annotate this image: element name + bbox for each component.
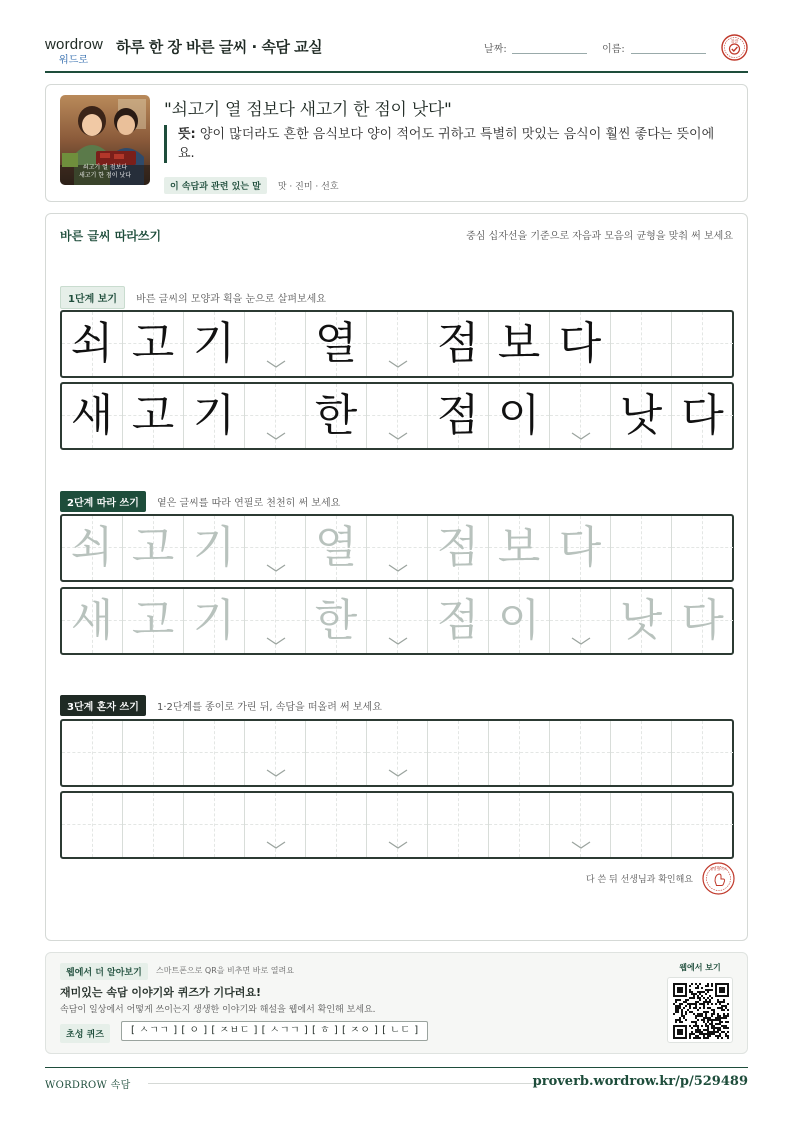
grid-cell[interactable] — [367, 589, 428, 653]
word-space-icon — [386, 767, 410, 779]
web-hint: 스마트폰으로 QR을 비추면 바로 열려요 — [156, 966, 294, 975]
grid-cell — [672, 312, 733, 376]
word-space-icon — [264, 430, 288, 442]
practice-character: 기 — [192, 390, 236, 441]
free-writing-row[interactable] — [60, 719, 734, 787]
grid-cell — [123, 384, 184, 448]
vertical-guide — [641, 516, 642, 580]
vertical-guide — [641, 312, 642, 376]
teacher-stamp-icon — [702, 862, 735, 895]
practice-character: 점 — [436, 595, 480, 646]
grid-cell[interactable] — [672, 721, 733, 785]
practice-character: 이 — [497, 595, 541, 646]
grid-cell — [123, 312, 184, 376]
word-space-icon — [569, 430, 593, 442]
name-label: 이름: — [602, 44, 625, 55]
grid-cell[interactable] — [62, 589, 123, 653]
grid-cell[interactable] — [62, 516, 123, 580]
grid-cell[interactable] — [367, 516, 428, 580]
grid-cell[interactable] — [611, 721, 672, 785]
step-2-badge: 2단계 따라 쓰기 — [60, 491, 146, 512]
grid-cell[interactable] — [184, 721, 245, 785]
grid-cell — [428, 384, 489, 448]
word-space-icon — [264, 767, 288, 779]
web-headline: 재미있는 속담 이야기와 퀴즈가 기다려요! — [60, 986, 261, 999]
vertical-guide — [580, 721, 581, 785]
grid-cell[interactable] — [489, 589, 550, 653]
name-field[interactable] — [631, 53, 706, 54]
grid-cell — [550, 384, 611, 448]
vertical-guide — [153, 793, 154, 857]
vertical-guide — [702, 516, 703, 580]
word-space-icon — [264, 635, 288, 647]
grid-cell[interactable] — [245, 589, 306, 653]
proverb-illustration — [60, 95, 150, 185]
word-space-icon — [264, 562, 288, 574]
qr-code[interactable] — [667, 977, 733, 1043]
web-section — [45, 952, 748, 1054]
word-space-icon — [264, 358, 288, 370]
grid-cell[interactable] — [62, 793, 123, 857]
grid-cell[interactable] — [428, 589, 489, 653]
grid-cell — [367, 312, 428, 376]
word-space-icon — [386, 358, 410, 370]
word-space-icon — [386, 430, 410, 442]
word-space-icon — [386, 562, 410, 574]
practice-guide: 중심 십자선을 기준으로 자음과 모음의 균형을 맞춰 써 보세요 — [466, 231, 733, 242]
grid-cell[interactable] — [62, 721, 123, 785]
date-field[interactable] — [512, 53, 587, 54]
grid-cell — [550, 312, 611, 376]
step-1-desc: 바른 글씨의 모양과 획을 눈으로 살펴보세요 — [136, 294, 326, 305]
web-badge: 웹에서 더 알아보기 — [60, 963, 148, 980]
practice-character: 보 — [497, 522, 541, 573]
practice-character: 낫 — [619, 595, 663, 646]
vertical-guide — [641, 721, 642, 785]
grid-cell[interactable] — [550, 793, 611, 857]
tracing-row[interactable] — [60, 587, 734, 655]
grid-cell[interactable] — [489, 793, 550, 857]
illustration-caption-2: 새고기 한 점이 낫다 — [78, 172, 132, 179]
grid-cell[interactable] — [550, 589, 611, 653]
grid-cell — [245, 384, 306, 448]
grid-cell — [245, 312, 306, 376]
grid-cell[interactable] — [123, 589, 184, 653]
related-list: 맛 · 진미 · 선호 — [277, 182, 339, 192]
grid-cell[interactable] — [245, 516, 306, 580]
grid-cell — [367, 384, 428, 448]
logo-korean: 워드로 — [59, 55, 88, 66]
practice-character: 한 — [314, 595, 358, 646]
vertical-guide — [92, 721, 93, 785]
grid-cell — [62, 384, 123, 448]
step-1-badge: 1단계 보기 — [60, 286, 125, 309]
grid-cell — [306, 312, 367, 376]
practice-character: 새 — [70, 595, 114, 646]
vertical-guide — [214, 793, 215, 857]
grid-cell — [611, 384, 672, 448]
proverb-title: "쇠고기 열 점보다 새고기 한 점이 낫다" — [164, 100, 452, 120]
grid-cell[interactable] — [428, 721, 489, 785]
related-words — [164, 175, 339, 191]
practice-character: 고 — [131, 318, 175, 369]
qr-code-icon — [673, 983, 729, 1039]
footer-divider — [45, 1067, 748, 1068]
grid-cell[interactable] — [245, 793, 306, 857]
grid-cell — [489, 312, 550, 376]
vertical-guide — [92, 793, 93, 857]
grid-cell[interactable] — [306, 516, 367, 580]
grid-cell[interactable] — [306, 793, 367, 857]
footer-brand: WORDROW 속담 — [45, 1080, 131, 1091]
grid-cell — [489, 384, 550, 448]
practice-character: 다 — [558, 522, 602, 573]
practice-character: 기 — [192, 595, 236, 646]
vertical-guide — [336, 793, 337, 857]
grid-cell[interactable] — [611, 516, 672, 580]
step-3-badge: 3단계 혼자 쓰기 — [60, 695, 146, 716]
date-label: 날짜: — [484, 44, 507, 55]
step-3-desc: 1·2단계를 종이로 가린 뒤, 속담을 떠올려 써 보세요 — [156, 702, 382, 713]
step-2-desc: 옅은 글씨를 따라 연필로 천천히 써 보세요 — [156, 498, 341, 509]
practice-title: 바른 글씨 따라쓰기 — [60, 229, 162, 243]
step-1-header — [60, 286, 326, 304]
site-title: 하루 한 장 바른 글씨 · 속담 교실 — [116, 38, 323, 56]
grid-cell[interactable] — [428, 516, 489, 580]
grid-cell — [184, 384, 245, 448]
grid-cell — [62, 312, 123, 376]
grid-cell[interactable] — [245, 721, 306, 785]
vertical-guide — [519, 721, 520, 785]
grid-cell[interactable] — [672, 516, 733, 580]
proverb-meaning — [164, 125, 729, 163]
practice-character: 쇠 — [70, 318, 114, 369]
grid-cell[interactable] — [428, 793, 489, 857]
grid-cell[interactable] — [489, 516, 550, 580]
illustration-caption-1: 쇠고기 열 점보다 — [82, 164, 128, 171]
grid-cell[interactable] — [123, 793, 184, 857]
practice-character: 점 — [436, 522, 480, 573]
grid-cell[interactable] — [306, 721, 367, 785]
practice-character: 낫 — [619, 390, 663, 441]
meaning-label: 뜻: — [178, 127, 196, 142]
grid-cell[interactable] — [611, 589, 672, 653]
vertical-guide — [702, 793, 703, 857]
step-3-header — [60, 695, 382, 713]
grid-cell — [611, 312, 672, 376]
word-space-icon — [569, 635, 593, 647]
qr-title: 웹에서 보기 — [679, 963, 721, 972]
step-2-header — [60, 491, 340, 509]
grid-cell — [306, 384, 367, 448]
stamp-text: 참잘 — [730, 38, 739, 44]
practice-character: 한 — [314, 390, 358, 441]
free-writing-row[interactable] — [60, 791, 734, 859]
practice-section — [45, 213, 748, 941]
word-space-icon — [386, 839, 410, 851]
word-space-icon — [569, 839, 593, 851]
grid-cell — [184, 312, 245, 376]
practice-character: 열 — [314, 522, 358, 573]
practice-character: 기 — [192, 522, 236, 573]
vertical-guide — [641, 793, 642, 857]
chosung-quiz: [ ㅅㄱㄱ ] [ ㅇ ] [ ㅈㅂㄷ ] [ ㅅㄱㄱ ] [ ㅎ ] [ ㅈㅇ ] [ ㄴㄷ ] — [121, 1021, 428, 1041]
tracing-row[interactable] — [60, 514, 734, 582]
vertical-guide — [519, 793, 520, 857]
grid-cell[interactable] — [123, 721, 184, 785]
vertical-guide — [458, 721, 459, 785]
practice-character: 이 — [497, 390, 541, 441]
grid-cell[interactable] — [672, 589, 733, 653]
vertical-guide — [153, 721, 154, 785]
meaning-text: 양이 많더라도 흔한 음식보다 양이 적어도 귀하고 특별히 맛있는 음식이 훨씬 좋다는 뜻이에요. — [178, 127, 715, 161]
practice-character: 다 — [681, 595, 724, 646]
grid-cell — [428, 312, 489, 376]
grid-cell[interactable] — [611, 793, 672, 857]
wordrow-logo — [45, 34, 109, 64]
grid-cell[interactable] — [672, 793, 733, 857]
practice-character: 다 — [681, 390, 724, 441]
grid-cell[interactable] — [550, 721, 611, 785]
vertical-guide — [336, 721, 337, 785]
grid-cell[interactable] — [306, 589, 367, 653]
grid-cell[interactable] — [367, 793, 428, 857]
related-label: 이 속담과 관련 있는 말 — [164, 177, 267, 194]
grid-cell[interactable] — [123, 516, 184, 580]
practice-character: 새 — [70, 390, 114, 441]
grid-cell[interactable] — [367, 721, 428, 785]
approval-stamp-icon — [721, 34, 748, 61]
grid-cell[interactable] — [550, 516, 611, 580]
practice-character: 고 — [131, 595, 175, 646]
grid-cell[interactable] — [489, 721, 550, 785]
practice-character: 점 — [436, 390, 480, 441]
word-space-icon — [386, 635, 410, 647]
footer-rule — [148, 1083, 540, 1084]
footer-url[interactable]: proverb.wordrow.kr/p/529489 — [532, 1074, 748, 1089]
grid-cell[interactable] — [184, 589, 245, 653]
practice-character: 고 — [131, 522, 175, 573]
page-header — [45, 30, 748, 73]
vertical-guide — [214, 721, 215, 785]
quiz-label: 초성 퀴즈 — [60, 1024, 110, 1043]
grid-cell — [672, 384, 733, 448]
writing-row — [60, 382, 734, 450]
practice-character: 점 — [436, 318, 480, 369]
practice-character: 열 — [314, 318, 358, 369]
teacher-check-note: 다 쓴 뒤 선생님과 확인해요 — [585, 875, 693, 885]
teacher-stamp-text: 참잘했어요 — [709, 867, 728, 871]
practice-character: 쇠 — [70, 522, 114, 573]
web-description: 속담이 일상에서 어떻게 쓰이는지 생생한 이야기와 해설을 웹에서 확인해 보세요. — [60, 1005, 376, 1015]
practice-character: 고 — [131, 390, 175, 441]
grid-cell[interactable] — [184, 516, 245, 580]
proverb-card — [45, 84, 748, 202]
vertical-guide — [702, 721, 703, 785]
grid-cell[interactable] — [184, 793, 245, 857]
vertical-guide — [702, 312, 703, 376]
practice-character: 기 — [192, 318, 236, 369]
vertical-guide — [458, 793, 459, 857]
writing-row — [60, 310, 734, 378]
logo-wordmark: wordrow — [45, 36, 104, 53]
word-space-icon — [264, 839, 288, 851]
practice-character: 다 — [558, 318, 602, 369]
practice-character: 보 — [497, 318, 541, 369]
